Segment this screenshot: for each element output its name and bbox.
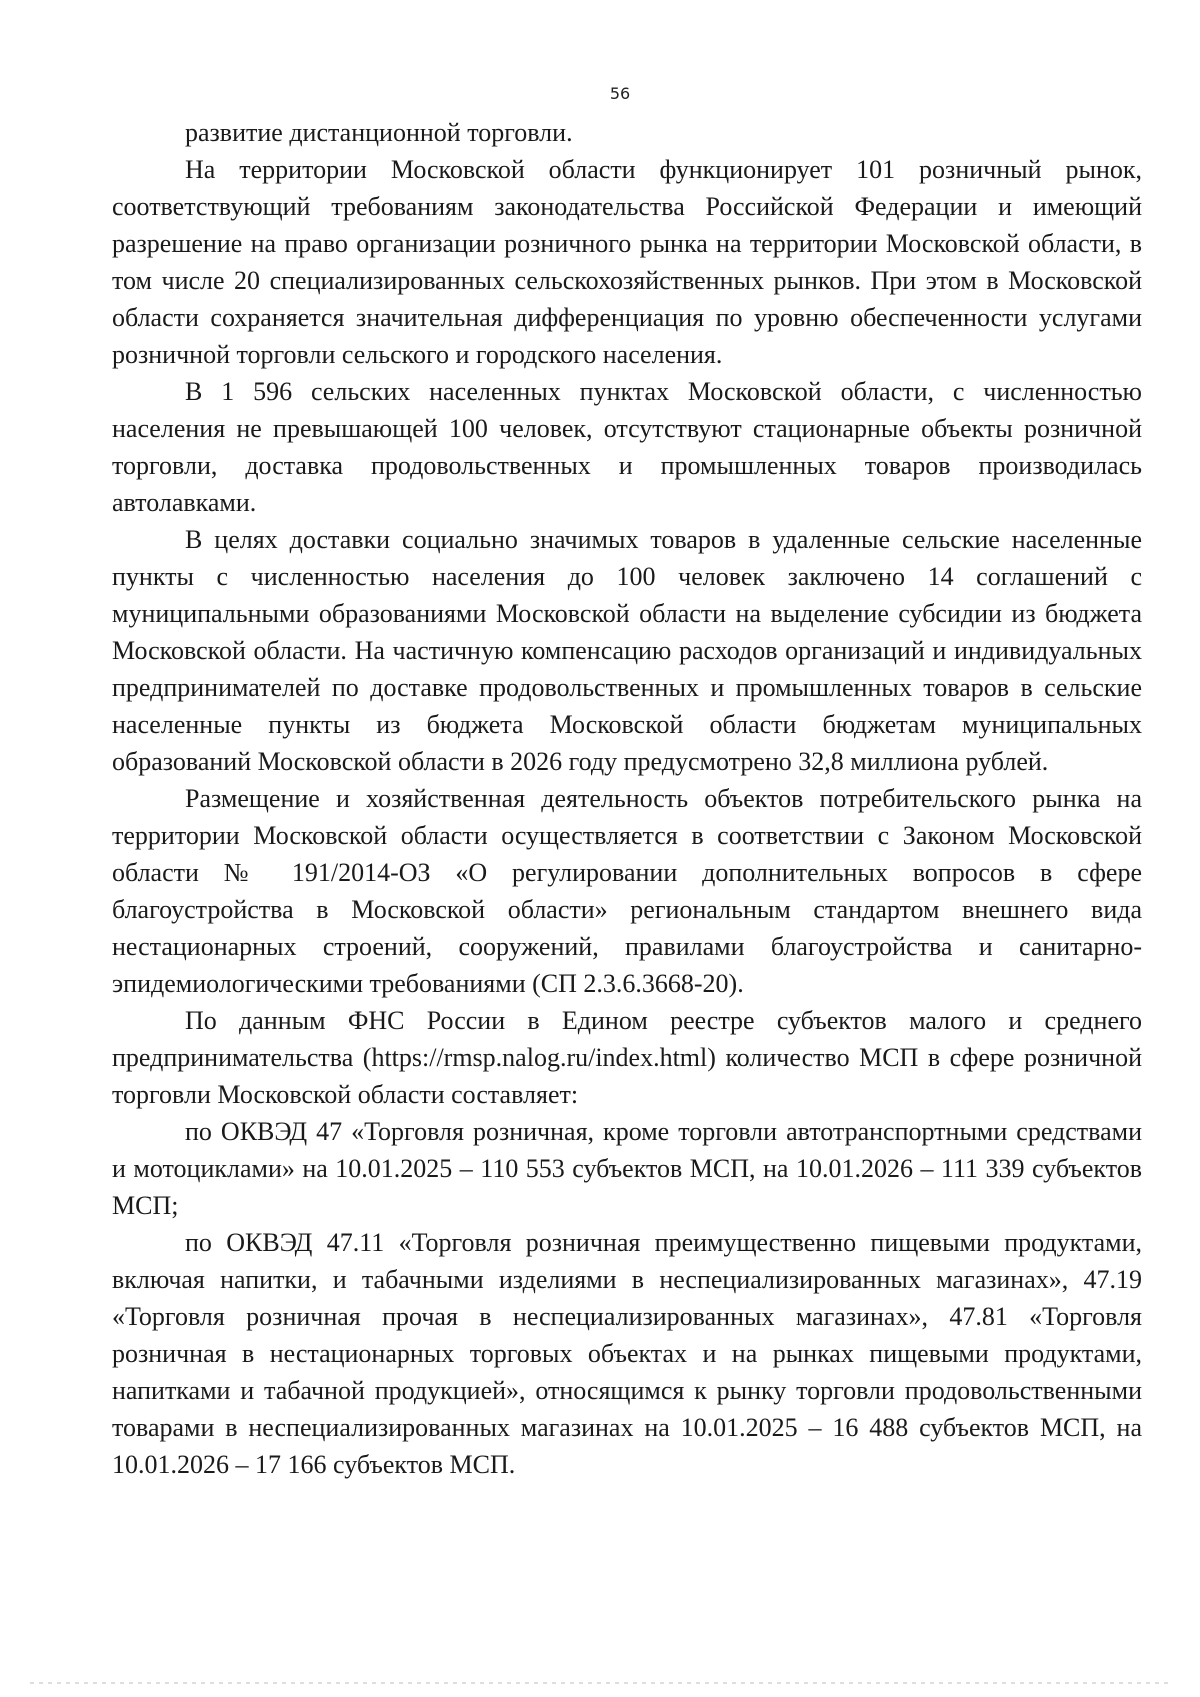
page-number: 56 [609, 84, 631, 103]
paragraph-delivery-subsidies: В целях доставки социально значимых товаров в удаленные сельские населенные пункты с численностью населения до 100 человек заключено 14 соглашений с муниципальными образованиями Московской области на выделение субсидии из бюджета Московской области. На частичную компенсацию расходов организаций и индивидуальных предпринимателей по доставке продовольственных и промышленных товаров в сельские населенные пункты из бюджета Московской области бюджетам муниципальных образований Московской области в 2026 году предусмотрено 32,8 миллиона рублей. [112, 525, 1142, 776]
paragraph-okved-47-11: по ОКВЭД 47.11 «Торговля розничная преимущественно пищевыми продуктами, включая напитки, и табачными изделиями в неспециализированных магазинах», 47.19 «Торговля розничная прочая в неспециализированных магазинах», 47.81 «Торговля розничная в нестационарных торговых объектах и на рынках пищевыми продуктами, напитками и табачной продукцией», относящимся к рынку торговли продовольственными товарами в неспециализированных магазинах на 10.01.2025 – 16 488 субъектов МСП, на 10.01.2026 – 17 166 субъектов МСП. [112, 1228, 1142, 1479]
paragraph-okved-47: по ОКВЭД 47 «Торговля розничная, кроме торговли автотранспортными средствами и мотоциклами» на 10.01.2025 – 110 553 субъектов МСП, на 10.01.2026 – 111 339 субъектов МСП; [112, 1117, 1142, 1220]
paragraph-continuation: развитие дистанционной торговли. [185, 118, 573, 147]
scan-bottom-edge [30, 1682, 1170, 1684]
paragraph-rural-settlements: В 1 596 сельских населенных пунктах Московской области, с численностью населения не превышающей 100 человек, отсутствуют стационарные объекты розничной торговли, доставка продовольственных и промышленных товаров производилась автолавками. [112, 377, 1142, 517]
document-body [112, 114, 1142, 1483]
paragraph-retail-markets: На территории Московской области функционирует 101 розничный рынок, соответствующий требованиям законодательства Российской Федерации и имеющий разрешение на право организации розничного рынка на территории Московской области, в том числе 20 специализированных сельскохозяйственных рынков. При этом в Московской области сохраняется значительная дифференциация по уровню обеспеченности услугами розничной торговли сельского и городского населения. [112, 155, 1142, 369]
paragraph-fns-registry: По данным ФНС России в Едином реестре субъектов малого и среднего предпринимательства (https://rmsp.nalog.ru/index.html) количество МСП в сфере розничной торговли Московской области составляет: [112, 1006, 1142, 1109]
paragraph-placement-regulation: Размещение и хозяйственная деятельность объектов потребительского рынка на территории Московской области осуществляется в соответствии с Законом Московской области № 191/2014-ОЗ «О регулировании дополнительных вопросов в сфере благоустройства в Московской области» региональным стандартом внешнего вида нестационарных строений, сооружений, правилами благоустройства и санитарно-эпидемиологическими требованиями (СП 2.3.6.3668-20). [112, 784, 1142, 998]
